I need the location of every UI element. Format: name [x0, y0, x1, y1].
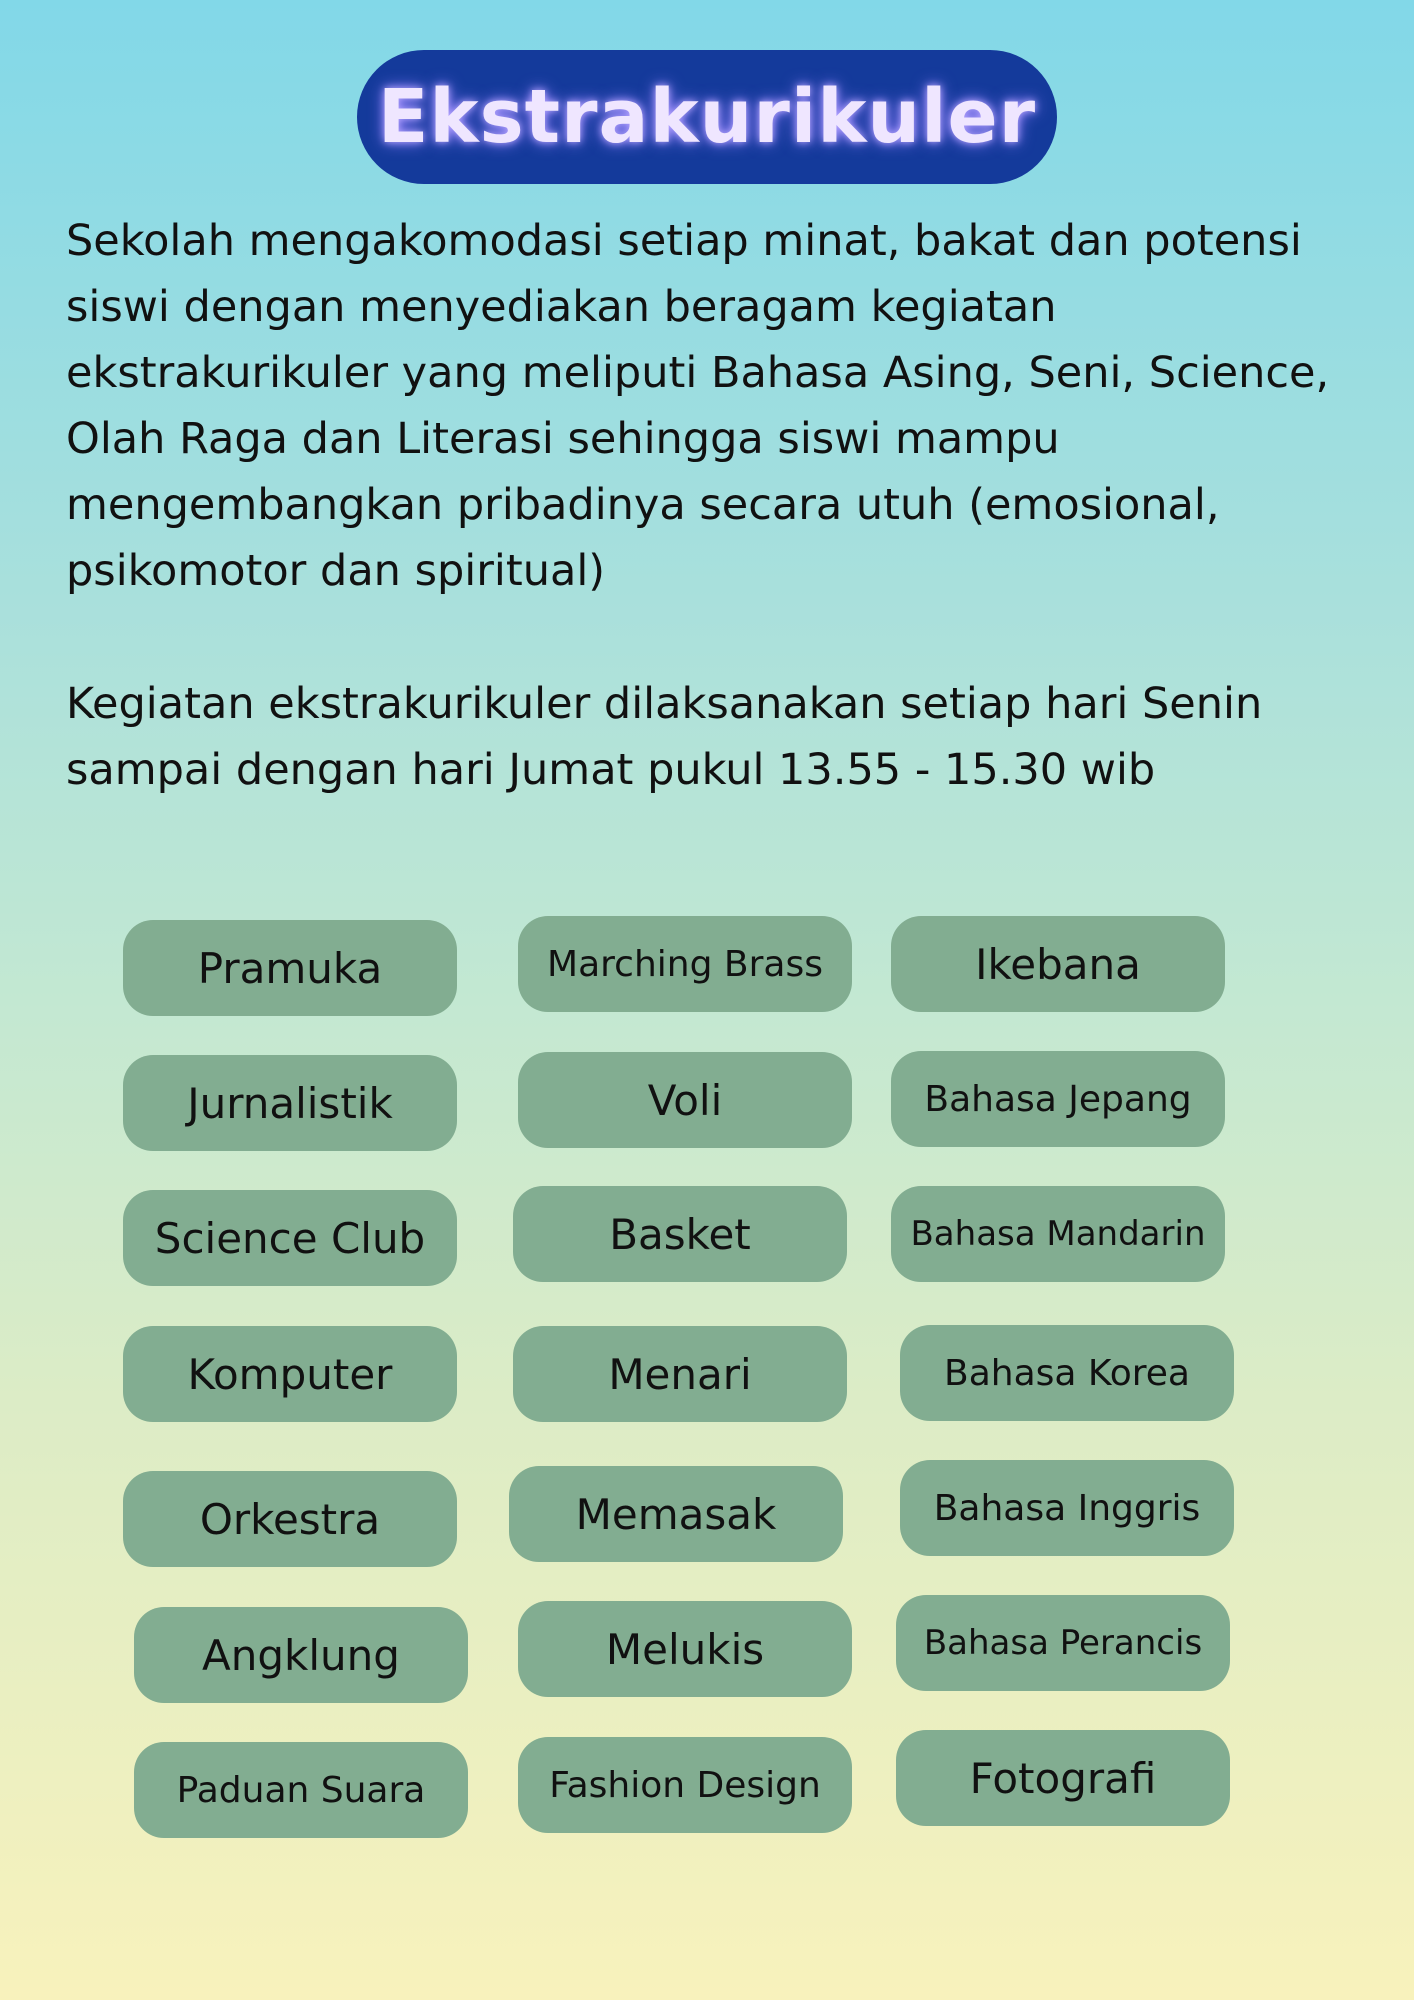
- activity-bahasa-inggris: Bahasa Inggris: [900, 1460, 1234, 1556]
- activity-bahasa-mandarin: Bahasa Mandarin: [891, 1186, 1225, 1282]
- activity-basket: Basket: [513, 1186, 847, 1282]
- activity-komputer: Komputer: [123, 1326, 457, 1422]
- page-title: Ekstrakurikuler: [377, 74, 1037, 160]
- schedule-text: Kegiatan ekstrakurikuler dilaksanakan setiap hari Senin sampai dengan hari Jumat pukul 13.55 - 15.30 wib: [66, 679, 1263, 795]
- activity-paduan-suara: Paduan Suara: [134, 1742, 468, 1838]
- activity-bahasa-perancis: Bahasa Perancis: [896, 1595, 1230, 1691]
- activity-fashion-design: Fashion Design: [518, 1737, 852, 1833]
- activity-orkestra: Orkestra: [123, 1471, 457, 1567]
- activity-voli: Voli: [518, 1052, 852, 1148]
- activity-marching-brass: Marching Brass: [518, 916, 852, 1012]
- activity-bahasa-jepang: Bahasa Jepang: [891, 1051, 1225, 1147]
- activity-memasak: Memasak: [509, 1466, 843, 1562]
- description-text: Sekolah mengakomodasi setiap minat, bakat dan potensi siswi dengan menyediakan beragam kegiatan ekstrakurikuler yang meliputi Bahasa Asing, Seni, Science, Olah Raga dan Literasi sehingga siswi mampu mengembangkan pribadinya secara utuh (emosional, psikomotor dan spiritual): [66, 216, 1330, 596]
- activity-ikebana: Ikebana: [891, 916, 1225, 1012]
- activity-melukis: Melukis: [518, 1601, 852, 1697]
- activity-fotografi: Fotografi: [896, 1730, 1230, 1826]
- activity-angklung: Angklung: [134, 1607, 468, 1703]
- activity-menari: Menari: [513, 1326, 847, 1422]
- activity-jurnalistik: Jurnalistik: [123, 1055, 457, 1151]
- activity-science-club: Science Club: [123, 1190, 457, 1286]
- title-banner: [357, 50, 1057, 184]
- activity-pramuka: Pramuka: [123, 920, 457, 1016]
- activity-bahasa-korea: Bahasa Korea: [900, 1325, 1234, 1421]
